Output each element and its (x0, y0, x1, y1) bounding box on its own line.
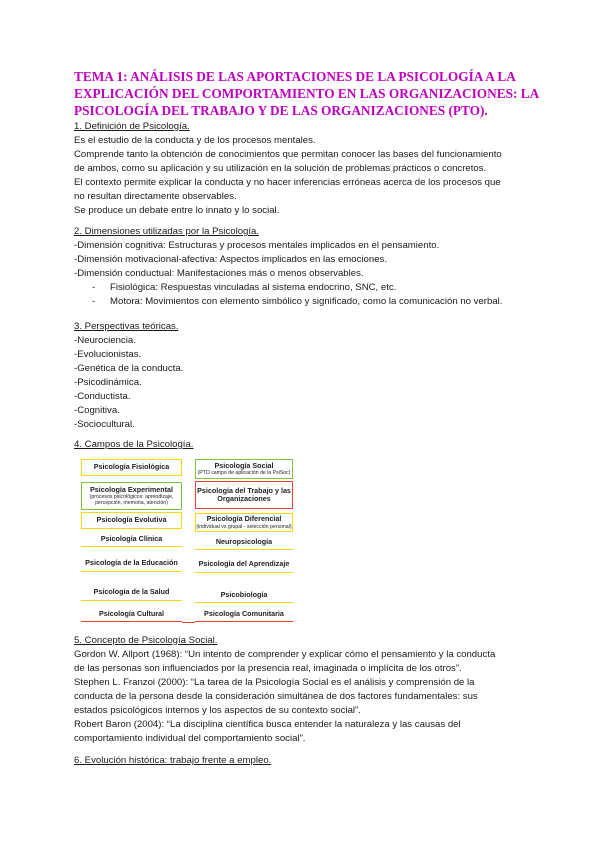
campo-box (195, 557, 293, 573)
campo-box (81, 512, 182, 529)
campo-label: Psicología Clínica (100, 533, 163, 543)
section-3 (74, 320, 544, 432)
text-line: conducta de la persona desde la consideración simultánea de dos factores fundamentales: sus (74, 691, 478, 702)
text-line: -Cognitiva. (74, 405, 120, 416)
text-line: comportamiento individual del comportamiento social”. (74, 733, 306, 744)
campo-box (81, 555, 182, 572)
section-6 (74, 754, 544, 768)
campo-label: Psicología de la Salud (93, 587, 170, 597)
campo-label: Psicología Fisiológica (93, 462, 170, 472)
campo-box (81, 482, 182, 510)
text-line: Robert Baron (2004): “La disciplina científica busca entender la naturaleza y las causas del (74, 719, 461, 730)
section-heading: 1. Definición de Psicología. (74, 121, 190, 132)
campo-box (81, 459, 182, 476)
campo-label: Psicobiología (220, 589, 268, 599)
document-title: TEMA 1: ANÁLISIS DE LAS APORTACIONES DE LA PSICOLOGÍA A LA EXPLICACIÓN DEL COMPORTAMIENTO EN LAS ORGANIZACIONES: LA PSICOLOGÍA DEL TRABAJO Y DE LAS ORGANIZACIONES (PTO). (74, 69, 539, 118)
campo-label: Psicología Evolutiva (96, 515, 167, 525)
section-heading: 4. Campos de la Psicología. (74, 439, 194, 450)
campo-box (195, 607, 293, 622)
text-line: -Sociocultural. (74, 419, 135, 430)
campo-sublabel: (PTO campo de aplicación de la PsiSoc) (197, 470, 291, 477)
list-item-text: Motora: Movimientos con elemento simbólico y significado, como la comunicación no verbal. (110, 296, 503, 307)
text-line: de las personas son influenciados por la presencia real, imaginada o implícita de los otros”. (74, 663, 462, 674)
campo-sublabel: (individual vs grupal - selección personal) (196, 523, 292, 530)
text-line: estados psicológicos internos y los aspectos de su contexto social”. (74, 705, 361, 716)
text-line: Gordon W. Allport (1968): “Un intento de comprender y explicar cómo el pensamiento y la conducta (74, 649, 496, 660)
campo-box (195, 459, 293, 479)
divider (182, 622, 195, 623)
text-line: Es el estudio de la conducta y de los procesos mentales. (74, 135, 316, 146)
campo-label: Psicología Comunitaria (204, 608, 284, 618)
section-heading: 3. Perspectivas teóricas. (74, 321, 179, 332)
campo-label: Psicología del Aprendizaje (198, 559, 290, 569)
campo-label: Psicología Diferencial (206, 514, 282, 524)
campo-label: Psicología Cultural (98, 608, 165, 618)
text-line: -Neurociencia. (74, 335, 136, 346)
campo-sublabel: (procesos psicológicos: aprendizaje, percepción, memoria, atención) (89, 494, 174, 507)
list-item: - Fisiológica: Respuestas vinculadas al sistema endocrino, SNC, etc. (92, 282, 397, 293)
text-line: Stephen L. Franzoi (2000): “La tarea de la Psicología Social es el análisis y comprensión de la (74, 677, 475, 688)
list-item-text: Fisiológica: Respuestas vinculadas al sistema endocrino, SNC, etc. (110, 282, 397, 293)
campo-label: Psicología Experimental (89, 484, 174, 494)
text-line: El contexto permite explicar la conducta y no hacer inferencias erróneas acerca de los procesos que (74, 177, 501, 188)
text-line: -Dimensión motivacional-afectiva: Aspectos implicados en las emociones. (74, 254, 388, 265)
text-line: no resultan directamente observables. (74, 191, 237, 202)
text-line: -Psicodinámica. (74, 377, 142, 388)
campo-box (195, 481, 293, 509)
campo-label: Psicología Social (214, 460, 274, 470)
campo-box (81, 532, 182, 547)
section-heading: 6. Evolución histórica: trabajo frente a empleo. (74, 755, 272, 766)
text-line: Se produce un debate entre lo innato y lo social. (74, 205, 280, 216)
campo-box (195, 535, 293, 550)
list-item: - Motora: Movimientos con elemento simbólico y significado, como la comunicación no verbal. (92, 296, 503, 307)
section-2 (74, 225, 544, 309)
text-line: -Evolucionistas. (74, 349, 142, 360)
campo-label: Neuropsicología (215, 536, 273, 546)
text-line: -Dimensión cognitiva: Estructuras y procesos mentales implicados en el pensamiento. (74, 240, 440, 251)
text-line: -Dimensión conductual: Manifestaciones más o menos observables. (74, 268, 364, 279)
text-line: -Conductista. (74, 391, 131, 402)
campo-box (195, 513, 293, 532)
section-1 (74, 120, 544, 218)
section-heading: 5. Concepto de Psicología Social. (74, 635, 218, 646)
campo-label: Psicología del Trabajo y las Organizaciones (197, 485, 291, 503)
campo-box (195, 588, 293, 603)
campo-label: Psicología de la Educación (85, 557, 178, 567)
text-line: Comprende tanto la obtención de conocimientos que permitan conocer las bases del funcionamiento (74, 149, 502, 160)
section-heading: 2. Dimensiones utilizadas por la Psicología. (74, 226, 260, 237)
section-4 (74, 438, 544, 452)
text-line: -Genética de la conducta. (74, 363, 184, 374)
campo-box (81, 585, 182, 601)
text-line: de ambos, como su aplicación y su utilización en la solución de problemas prácticos o concretos. (74, 163, 487, 174)
campo-box (81, 607, 182, 622)
section-5 (74, 634, 544, 746)
